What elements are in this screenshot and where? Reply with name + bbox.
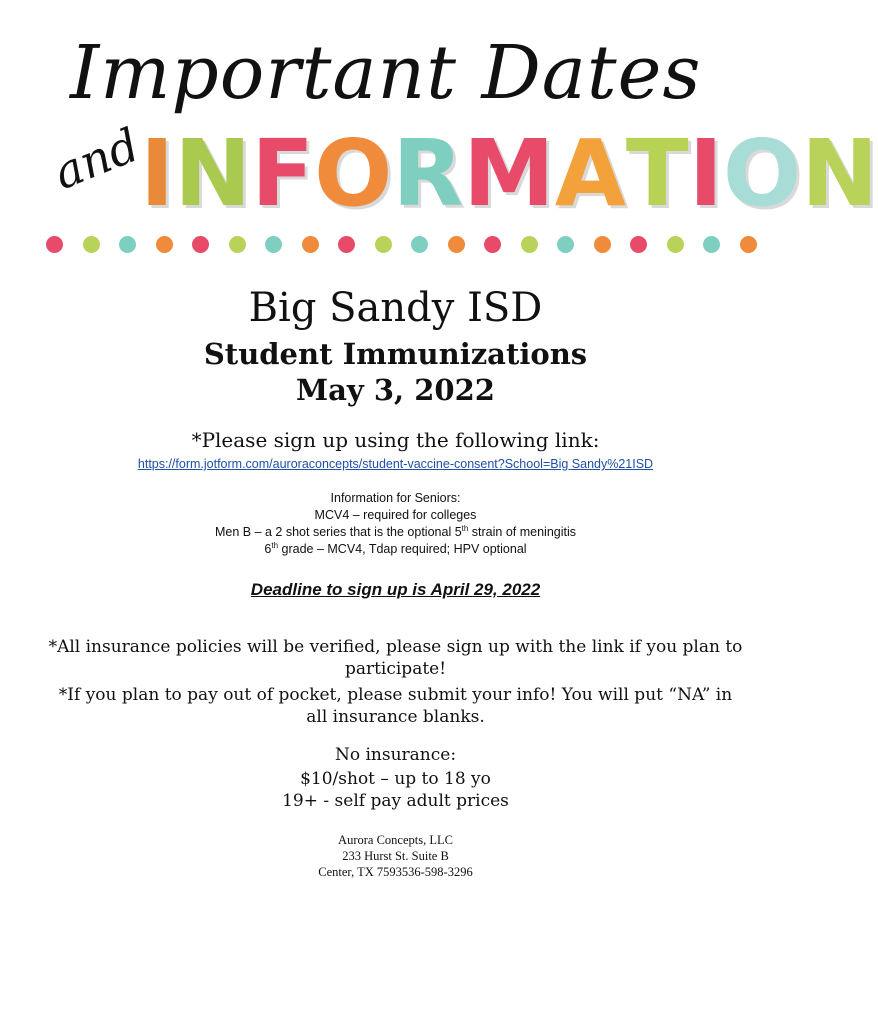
header-banner (0, 0, 878, 270)
no-insurance-heading: No insurance: (334, 745, 457, 765)
info-line-6th-sup: th (271, 540, 279, 550)
banner-letter-5: M (463, 120, 555, 227)
organization-name: Big Sandy ISD (248, 285, 543, 331)
signup-instruction: *Please sign up using the following link: (191, 428, 600, 452)
company-name: Aurora Concepts, LLC (338, 833, 453, 847)
event-date: May 3, 2022 (296, 373, 495, 407)
banner-dot (192, 236, 209, 253)
banner-letter-4: R (392, 120, 464, 227)
info-line-menb-a: Men B – a 2 shot series that is the optional 5 (214, 525, 462, 539)
banner-letter-9: O (722, 120, 802, 227)
info-line-menb (0, 524, 791, 541)
info-line-6th-a: 6 (264, 542, 272, 556)
banner-script-title: Important Dates (70, 30, 702, 116)
banner-letter-6: A (554, 120, 626, 227)
banner-dot (338, 236, 355, 253)
banner-dot (83, 236, 100, 253)
banner-letter-2: F (251, 120, 315, 227)
banner-dot (46, 236, 63, 253)
banner-letter-8: I (688, 120, 723, 227)
info-heading: Information for Seniors: (330, 491, 461, 505)
info-line-menb-b: strain of meningitis (468, 525, 577, 539)
info-line-menb-sup: th (461, 523, 469, 533)
signup-deadline: Deadline to sign up is April 29, 2022 (250, 580, 541, 599)
banner-dot (667, 236, 684, 253)
banner-dot (375, 236, 392, 253)
banner-dot-row (46, 236, 746, 256)
banner-letter-7: T (625, 120, 689, 227)
banner-dot (630, 236, 647, 253)
banner-dot (557, 236, 574, 253)
banner-letter-10: N (801, 120, 878, 227)
company-city-phone: Center, TX 7593536-598-3296 (318, 865, 473, 879)
insurance-note-line-2: participate! (344, 659, 447, 679)
banner-dot (119, 236, 136, 253)
company-street: 233 Hurst St. Suite B (342, 849, 449, 863)
banner-dot (484, 236, 501, 253)
flyer-subtitle: Student Immunizations (203, 337, 588, 371)
banner-letter-0: I (140, 120, 175, 227)
banner-dot (411, 236, 428, 253)
info-line-6th-grade (0, 541, 791, 558)
banner-dot (521, 236, 538, 253)
banner-dot (594, 236, 611, 253)
pay-note-line-2: all insurance blanks. (306, 707, 485, 727)
price-line-student: $10/shot – up to 18 yo (300, 769, 491, 789)
banner-dot (740, 236, 757, 253)
banner-dot (265, 236, 282, 253)
signup-link[interactable]: https://form.jotform.com/auroraconcepts/student-vaccine-consent?School=Big Sandy%21ISD (137, 457, 654, 471)
banner-dot (448, 236, 465, 253)
insurance-note-line-1: *All insurance policies will be verified, please sign up with the link if you plan to (48, 637, 743, 657)
banner-dot (703, 236, 720, 253)
banner-script-and: and (46, 117, 147, 201)
info-line-6th-b: grade – MCV4, Tdap required; HPV optional (278, 542, 527, 556)
banner-dot (156, 236, 173, 253)
banner-information-word (140, 120, 878, 227)
banner-dot (229, 236, 246, 253)
price-line-adult: 19+ - self pay adult prices (282, 791, 509, 811)
info-line-mcv4: MCV4 – required for colleges (314, 508, 477, 522)
banner-letter-1: N (174, 120, 252, 227)
banner-dot (302, 236, 319, 253)
banner-letter-3: O (314, 120, 393, 227)
pay-note-line-1: *If you plan to pay out of pocket, please submit your info! You will put “NA” in (58, 685, 733, 705)
